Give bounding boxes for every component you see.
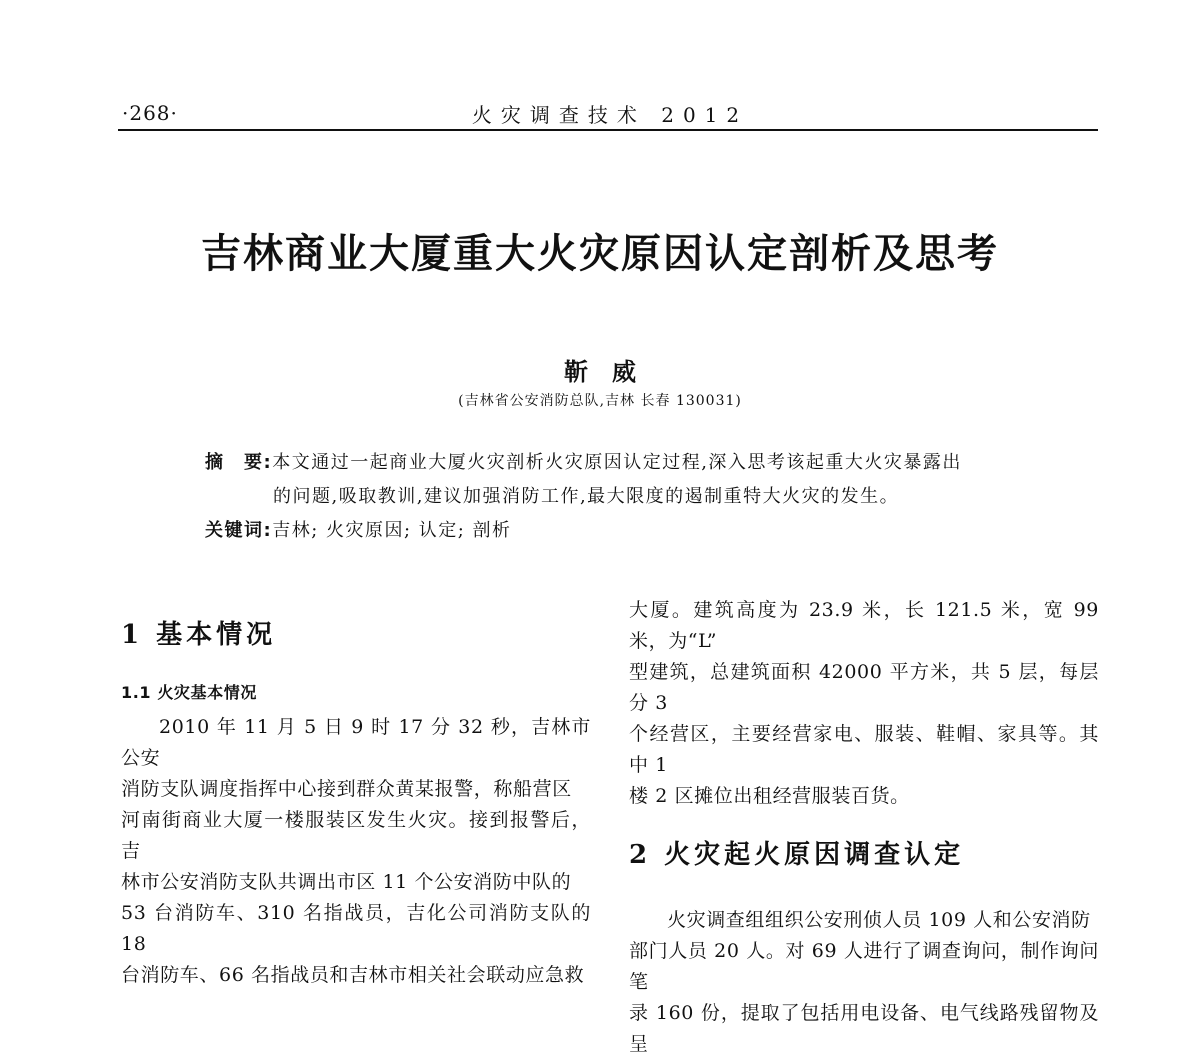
paragraph-line: 消防支队调度指挥中心接到群众黄某报警，称船营区 xyxy=(121,778,572,800)
abstract-label: 摘 要: xyxy=(205,452,273,473)
section-2-heading: 2 火灾起火原因调查认定 xyxy=(629,840,965,870)
paper-title: 吉林商业大厦重大火灾原因认定剖析及思考 xyxy=(201,231,999,277)
paragraph-line: 林市公安消防支队共调出市区 11 个公安消防中队的 xyxy=(121,871,572,893)
paragraph-line: 楼 2 区摊位出租经营服装百货。 xyxy=(629,785,910,807)
paragraph-line: 录 160 份，提取了包括用电设备、电气线路残留物及呈 xyxy=(629,1002,1099,1055)
keywords-label: 关键词: xyxy=(205,520,273,541)
paragraph-line: 台消防车、66 名指战员和吉林市相关社会联动应急救 xyxy=(121,964,585,986)
section-1-heading: 1 基本情况 xyxy=(121,620,277,650)
paragraph-line: 河南街商业大厦一楼服装区发生火灾。接到报警后，吉 xyxy=(121,809,591,862)
abstract-text-line-2: 的问题,吸取教训,建议加强消防工作,最大限度的遏制重特大火灾的发生。 xyxy=(273,486,900,507)
paragraph-line: 大厦。建筑高度为 23.9 米，长 121.5 米，宽 99 米，为“L” xyxy=(629,599,1099,652)
right-column xyxy=(629,595,1099,1060)
subsection-1-1-heading: 1.1 火灾基本情况 xyxy=(121,683,257,702)
page-number: ·268· xyxy=(122,101,178,125)
keywords xyxy=(205,513,512,549)
paragraph-line: 2010 年 11 月 5 日 9 时 17 分 32 秒，吉林市公安 xyxy=(121,716,591,769)
paragraph-line: 个经营区，主要经营家电、服装、鞋帽、家具等。其中 1 xyxy=(629,723,1099,776)
keywords-text: 吉林; 火灾原因; 认定; 剖析 xyxy=(272,520,512,541)
abstract xyxy=(205,445,1015,481)
paragraph-line: 53 台消防车、310 名指战员，吉化公司消防支队的 18 xyxy=(121,902,591,955)
affiliation: (吉林省公安消防总队,吉林 长春 130031) xyxy=(458,393,742,409)
running-header: 火灾调查技术 2012 xyxy=(471,103,749,127)
abstract-text-line-1: 本文通过一起商业大厦火灾剖析火灾原因认定过程,深入思考该起重大火灾暴露出 xyxy=(272,452,962,473)
paragraph-line: 型建筑，总建筑面积 42000 平方米，共 5 层，每层分 3 xyxy=(629,661,1099,714)
paragraph-line: 火灾调查组组织公安刑侦人员 109 人和公安消防 xyxy=(667,909,1091,931)
paragraph-line: 部门人员 20 人。对 69 人进行了调查询问，制作询问笔 xyxy=(629,940,1099,993)
author: 靳威 xyxy=(564,357,660,386)
header-rule xyxy=(118,129,1098,131)
left-column xyxy=(121,620,591,991)
